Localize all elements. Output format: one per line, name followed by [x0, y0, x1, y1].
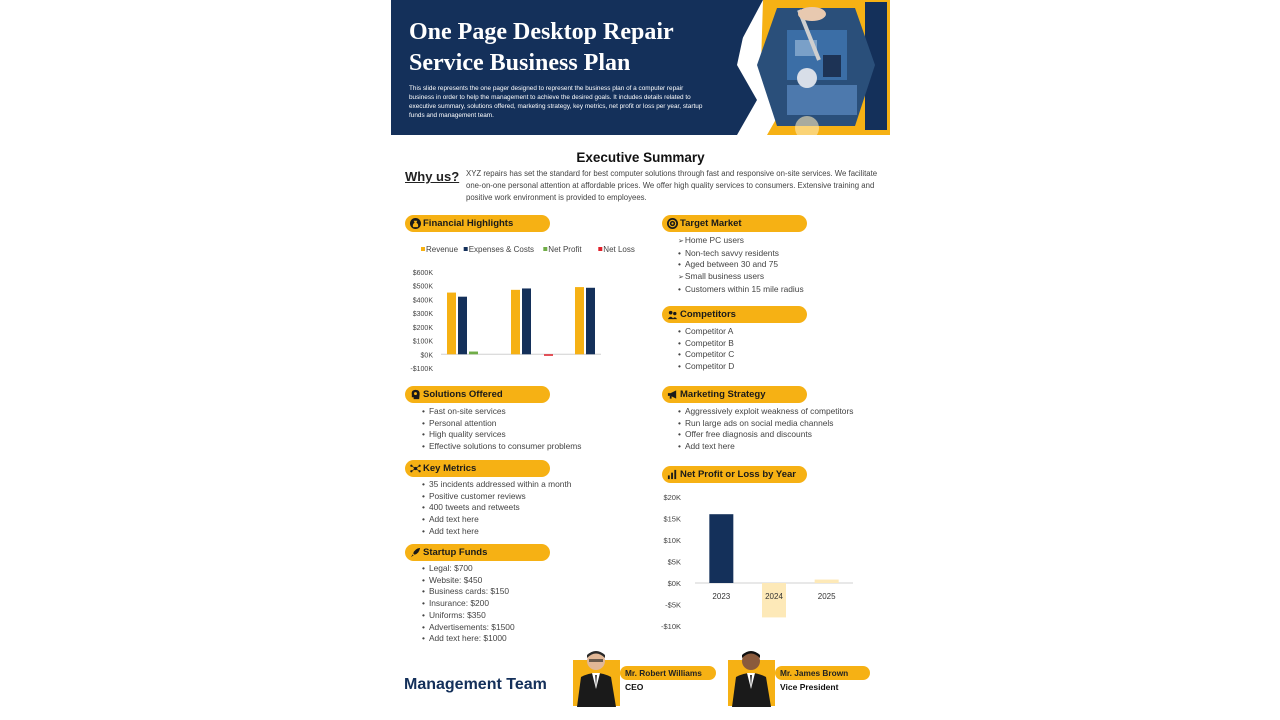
net-profit-chart	[661, 488, 871, 633]
legend-label: Net Loss	[603, 245, 635, 254]
x-tick-label: 2025	[817, 592, 836, 601]
list-item: • Competitor A	[678, 326, 734, 338]
network-icon	[410, 463, 421, 474]
target-market-pill	[662, 215, 807, 232]
list-item: • Legal: $700	[422, 563, 515, 575]
list-item: • Uniforms: $350	[422, 610, 515, 622]
list-item: • Website: $450	[422, 575, 515, 587]
financial-highlights-label: Financial Highlights	[423, 218, 514, 229]
legend-swatch	[464, 247, 468, 251]
list-item: • Non-tech savvy residents	[678, 248, 804, 260]
key-metrics-label: Key Metrics	[423, 463, 477, 474]
y-tick-label: $10K	[663, 536, 681, 545]
legend-swatch	[421, 247, 425, 251]
solutions-offered-pill	[405, 386, 550, 403]
legend-swatch	[543, 247, 547, 251]
list-item: • Add text here	[678, 441, 853, 453]
y-tick-label: $5K	[667, 557, 681, 567]
marketing-strategy-label: Marketing Strategy	[680, 389, 766, 400]
target-icon	[667, 218, 678, 229]
bar	[544, 354, 553, 356]
list-item: • Offer free diagnosis and discounts	[678, 429, 853, 441]
why-us-label: Why us?	[405, 169, 460, 184]
money-bag-icon	[410, 218, 421, 229]
solutions-offered-label: Solutions Offered	[423, 389, 503, 400]
repair-photo-hexagon	[737, 0, 890, 135]
gear-head-icon	[410, 389, 421, 400]
list-item: • 400 tweets and retweets	[422, 502, 571, 514]
avatar	[728, 647, 775, 707]
y-tick-label: $0K	[667, 579, 681, 588]
net-profit-label: Net Profit or Loss by Year	[680, 469, 796, 480]
megaphone-icon	[667, 389, 678, 400]
list-item: • Add text here: $1000	[422, 633, 515, 645]
target-market-label: Target Market	[680, 218, 742, 229]
startup-funds-pill	[405, 544, 550, 561]
bar	[447, 293, 456, 355]
bar	[815, 580, 839, 583]
key-metrics-list	[422, 479, 571, 538]
people-icon	[667, 309, 678, 320]
financial-highlights-pill	[405, 215, 550, 232]
avatar	[573, 647, 620, 707]
list-item: • Personal attention	[422, 418, 581, 430]
list-item: • Advertisements: $1500	[422, 622, 515, 634]
member-name: Mr. Robert Williams	[620, 666, 716, 680]
why-us-text: XYZ repairs has set the standard for best computer solutions through fast and responsive on-site services. We facilitate one-on-one personal attention at affordable prices. We offer high quality services to consumers. Extensive training and positive work environment is provided to employees.	[466, 169, 878, 202]
bar-chart-icon	[667, 469, 678, 480]
list-item: • Add text here	[422, 514, 571, 526]
list-item: ➢ Small business users	[678, 271, 804, 284]
list-item: • 35 incidents addressed within a month	[422, 479, 571, 491]
list-item: • High quality services	[422, 429, 581, 441]
target-market-list	[678, 235, 804, 296]
member-name: Mr. James Brown	[775, 666, 870, 680]
legend-label: Revenue	[426, 245, 459, 254]
list-item: • Insurance: $200	[422, 598, 515, 610]
page-title: One Page Desktop Repair Service Business Plan	[409, 19, 674, 76]
list-item: • Add text here	[422, 526, 571, 538]
legend-label: Net Profit	[548, 245, 582, 254]
bar	[469, 352, 478, 355]
y-tick-label: $20K	[663, 493, 681, 502]
y-tick-label: $300K	[412, 311, 433, 319]
member-role: Vice President	[780, 682, 839, 692]
key-metrics-pill	[405, 460, 550, 477]
management-team-title: Management Team	[404, 676, 547, 693]
list-item: • Positive customer reviews	[422, 491, 571, 503]
list-item: • Business cards: $150	[422, 586, 515, 598]
list-item: • Run large ads on social media channels	[678, 418, 853, 430]
list-item: • Aged between 30 and 75	[678, 259, 804, 271]
x-tick-label: 2024	[765, 592, 783, 601]
bar	[458, 297, 467, 355]
y-tick-label: -$10K	[661, 622, 681, 631]
header-banner	[391, 0, 890, 135]
y-tick-label: -$5K	[665, 600, 681, 610]
financial-highlights-chart	[401, 240, 641, 375]
list-item: • Competitor D	[678, 361, 734, 373]
competitors-label: Competitors	[680, 309, 736, 320]
one-pager	[391, 0, 890, 720]
y-tick-label: $400K	[412, 297, 433, 305]
marketing-strategy-pill	[662, 386, 807, 403]
list-item: • Effective solutions to consumer problems	[422, 441, 581, 453]
y-tick-label: $0K	[420, 352, 433, 360]
legend-swatch	[598, 247, 602, 251]
legend-label: Expenses & Costs	[468, 245, 535, 254]
list-item: • Competitor C	[678, 349, 734, 361]
y-tick-label: $600K	[412, 270, 433, 277]
list-item: • Competitor B	[678, 338, 734, 350]
y-tick-label: $500K	[412, 283, 433, 291]
competitors-pill	[662, 306, 807, 323]
bar	[511, 290, 520, 354]
list-item: • Aggressively exploit weakness of competitors	[678, 406, 853, 418]
net-profit-pill	[662, 466, 807, 483]
competitors-list	[678, 326, 734, 373]
bar	[522, 288, 531, 354]
list-item: • Customers within 15 mile radius	[678, 284, 804, 296]
startup-funds-label: Startup Funds	[423, 547, 488, 558]
solutions-list	[422, 406, 581, 453]
rocket-icon	[410, 547, 421, 558]
bar	[586, 288, 595, 355]
list-item: • Fast on-site services	[422, 406, 581, 418]
startup-funds-list	[422, 563, 515, 645]
y-tick-label: $15K	[663, 514, 681, 524]
member-role: CEO	[625, 682, 644, 692]
y-tick-label: $100K	[412, 338, 433, 346]
list-item: ➢ Home PC users	[678, 235, 804, 248]
y-tick-label: -$100K	[410, 366, 433, 373]
marketing-list	[678, 406, 853, 453]
executive-summary-title: Executive Summary	[576, 150, 705, 165]
header-description: This slide represents the one pager designed to represent the business plan of a computer repair business in order to help the management to achieve the desired goals. It includes details related to executive summary, solutions offered, marketing strategy, key metrics, net profit or loss per year, startup funds and management team.	[409, 85, 703, 119]
x-tick-label: 2023	[712, 592, 731, 601]
y-tick-label: $200K	[412, 324, 433, 332]
bar	[575, 287, 584, 354]
bar	[709, 514, 733, 583]
